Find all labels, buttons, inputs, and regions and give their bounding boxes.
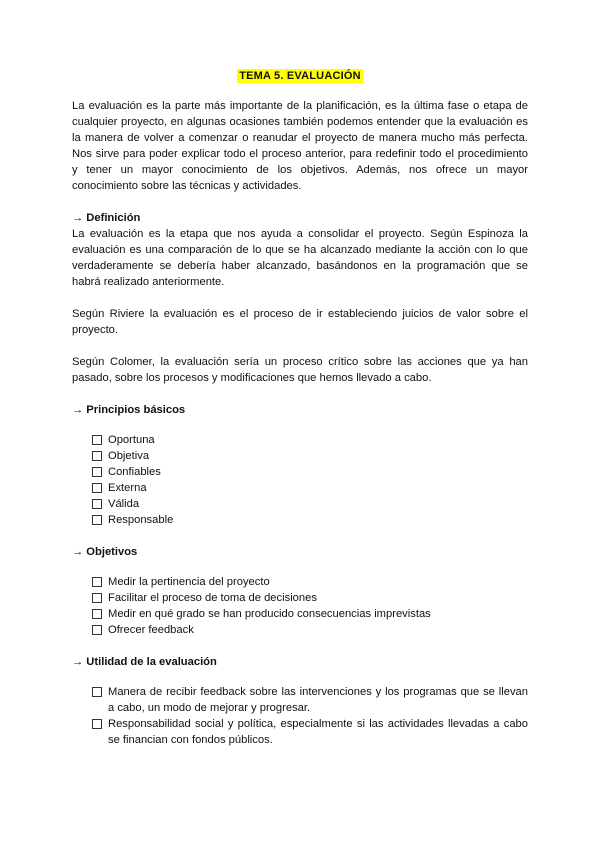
checkbox-icon[interactable] [92, 577, 102, 587]
title-wrap [72, 68, 528, 84]
list-item-label: Medir la pertinencia del proyecto [108, 576, 270, 588]
list-item [92, 574, 528, 590]
checkbox-icon[interactable] [92, 499, 102, 509]
list-item [92, 590, 528, 606]
principios-list [72, 432, 528, 528]
principios-heading: → Principios básicos [72, 404, 186, 416]
checkbox-icon[interactable] [92, 593, 102, 603]
list-item [92, 716, 528, 748]
definicion-paragraph-1: La evaluación es la etapa que nos ayuda a consolidar el proyecto. Según Espinoza la evaluación es una comparación de lo que se ha alcanzado mediante la acción con lo que verdaderamente se debería haber alcanzado, basándonos en la programación que se habrá realizado anteriormente. [72, 228, 528, 288]
list-item [92, 684, 528, 716]
list-item [92, 480, 528, 496]
list-item [92, 496, 528, 512]
list-item [92, 512, 528, 528]
list-item [92, 464, 528, 480]
checkbox-icon[interactable] [92, 483, 102, 493]
utilidad-section [72, 654, 528, 748]
definicion-section [72, 210, 528, 386]
checkbox-icon[interactable] [92, 515, 102, 525]
list-item-label: Válida [108, 498, 140, 510]
utilidad-list [72, 684, 528, 748]
list-item-label: Facilitar el proceso de toma de decisiones [108, 592, 317, 604]
list-item-label: Manera de recibir feedback sobre las intervenciones y los programas que se llevan a cabo, un modo de mejorar y progresar. [108, 686, 528, 714]
list-item-label: Medir en qué grado se han producido consecuencias imprevistas [108, 608, 431, 620]
checkbox-icon[interactable] [92, 435, 102, 445]
definicion-paragraph-2: Según Riviere la evaluación es el proceso de ir estableciendo juicios de valor sobre el proyecto. [72, 308, 528, 336]
list-item [92, 432, 528, 448]
objetivos-heading: → Objetivos [72, 546, 138, 558]
checkbox-icon[interactable] [92, 719, 102, 729]
list-item-label: Responsabilidad social y política, especialmente si las actividades llevadas a cabo se financian con fondos públicos. [108, 718, 528, 746]
objetivos-section [72, 544, 528, 638]
list-item-label: Responsable [108, 514, 174, 526]
objetivos-list [72, 574, 528, 638]
checkbox-icon[interactable] [92, 609, 102, 619]
list-item [92, 448, 528, 464]
checkbox-icon[interactable] [92, 467, 102, 477]
definicion-paragraph-3: Según Colomer, la evaluación sería un proceso crítico sobre las acciones que ya han pasado, sobre los procesos y modificaciones que hemos llevado a cabo. [72, 356, 528, 384]
principios-section [72, 402, 528, 528]
intro-paragraph: La evaluación es la parte más importante de la planificación, es la última fase o etapa de cualquier proyecto, en algunas ocasiones también podemos entender que la evaluación es la manera de volver a comenzar o reanudar el proyecto de manera mucho más perfecta. Nos sirve para poder explicar todo el proceso anterior, para redefinir todo el procedimiento y tener un mayor conocimiento de los objetivos. Además, nos ofrece un mayor conocimiento sobre las técnicas y actividades. [72, 100, 528, 192]
list-item [92, 606, 528, 622]
checkbox-icon[interactable] [92, 625, 102, 635]
checkbox-icon[interactable] [92, 687, 102, 697]
utilidad-heading: → Utilidad de la evaluación [72, 656, 217, 668]
list-item-label: Ofrecer feedback [108, 624, 194, 636]
list-item-label: Externa [108, 482, 147, 494]
list-item-label: Objetiva [108, 450, 150, 462]
definicion-heading: → Definición [72, 212, 141, 224]
checkbox-icon[interactable] [92, 451, 102, 461]
page-title: TEMA 5. EVALUACIÓN [239, 70, 361, 82]
list-item-label: Oportuna [108, 434, 155, 446]
list-item-label: Confiables [108, 466, 161, 478]
list-item [92, 622, 528, 638]
